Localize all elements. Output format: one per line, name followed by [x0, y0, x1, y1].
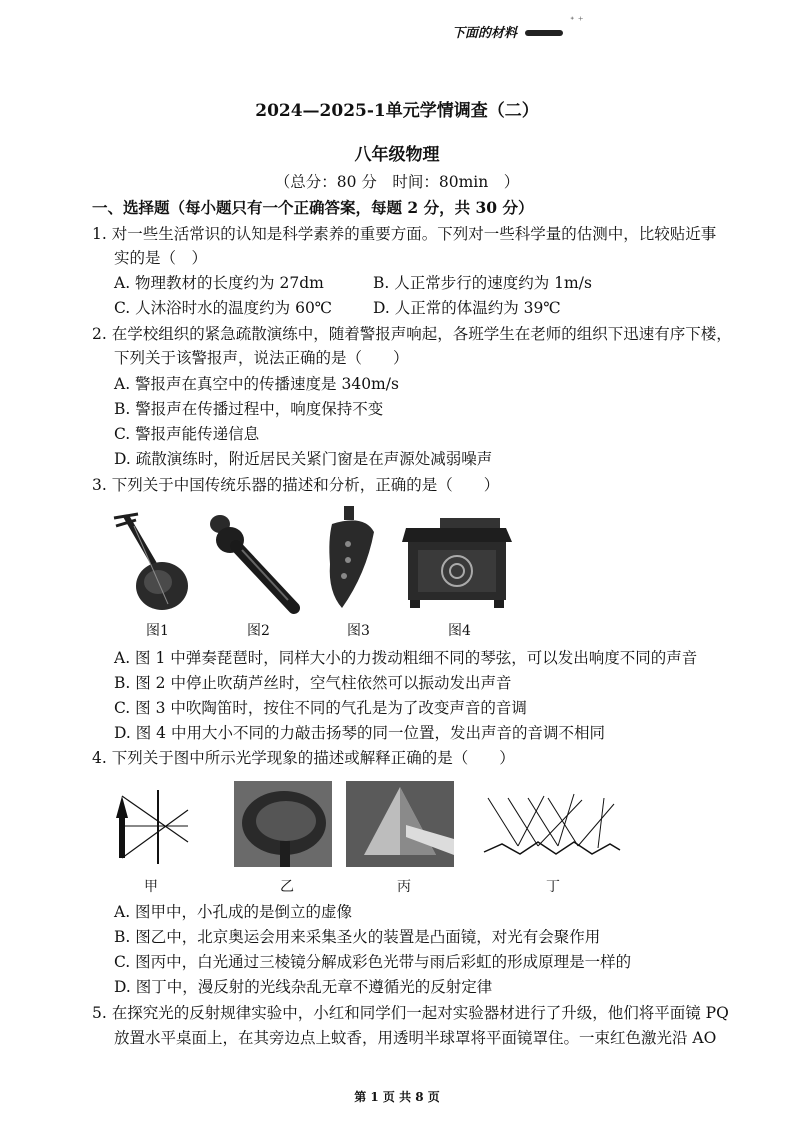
- q4-option-a: A. 图甲中，小孔成的是倒立的虚像: [114, 903, 353, 921]
- diffuse-reflection-figure: [478, 790, 622, 864]
- q4-caption-yi: 乙: [280, 879, 294, 895]
- q3-caption-1: 图1: [146, 623, 169, 639]
- q4-option-b: B. 图乙中，北京奥运会用来采集圣火的装置是凸面镜，对光有会聚作用: [114, 928, 601, 946]
- q2-option-b: B. 警报声在传播过程中，响度保持不变: [114, 400, 384, 418]
- q1-stem-line2: 实的是（ ）: [114, 249, 208, 267]
- q2-stem-line2: 下列关于该警报声，说法正确的是（ ）: [114, 349, 409, 367]
- q5-line2: 放置水平桌面上，在其旁边点上蚊香，用透明半球罩将平面镜罩住。一束红色激光沿 AO: [114, 1029, 717, 1047]
- q3-stem: 3. 下列关于中国传统乐器的描述和分析，正确的是（ ）: [92, 476, 500, 494]
- ocarina-figure: [318, 504, 382, 614]
- prism-figure: [346, 781, 454, 867]
- q3-option-b: B. 图 2 中停止吹葫芦丝时，空气柱依然可以振动发出声音: [114, 674, 512, 692]
- q2-option-a: A. 警报声在真空中的传播速度是 340m/s: [114, 375, 399, 393]
- scan-mark: [525, 30, 563, 36]
- hulusi-figure: [202, 510, 302, 614]
- exam-meta: （总分：80 分 时间：80min ）: [274, 173, 520, 191]
- q1-option-d: D. 人正常的体温约为 39℃: [373, 299, 561, 317]
- exam-subtitle: 八年级物理: [354, 145, 440, 165]
- q4-stem: 4. 下列关于图中所示光学现象的描述或解释正确的是（ ）: [92, 749, 515, 767]
- q5-line1: 5. 在探究光的反射规律实验中，小红和同学们一起对实验器材进行了升级，他们将平面镜 PQ: [92, 1004, 729, 1022]
- concave-mirror-figure: [234, 781, 332, 867]
- q1-option-b: B. 人正常步行的速度约为 1m/s: [373, 274, 592, 292]
- q1-stem-line1: 1. 对一些生活常识的认知是科学素养的重要方面。下列对一些科学量的估测中，比较贴近事: [92, 225, 717, 243]
- page-footer: 第 1 页 共 8 页: [354, 1090, 440, 1104]
- q4-option-d: D. 图丁中，漫反射的光线杂乱无章不遵循光的反射定律: [114, 978, 493, 996]
- exam-title: 2024—2025-1单元学情调查（二）: [255, 101, 539, 121]
- q2-option-c: C. 警报声能传递信息: [114, 425, 260, 443]
- q3-caption-4: 图4: [448, 623, 471, 639]
- q4-caption-ding: 丁: [546, 879, 560, 895]
- yangqin-figure: [400, 510, 514, 610]
- q3-option-a: A. 图 1 中弹奏琵琶时，同样大小的力拨动粗细不同的琴弦，可以发出响度不同的声音: [114, 649, 698, 667]
- section-header: 一、选择题（每小题只有一个正确答案，每题 2 分，共 30 分）: [92, 198, 534, 217]
- q1-option-c: C. 人沐浴时水的温度约为 60℃: [114, 299, 333, 317]
- pipa-figure: [104, 504, 196, 616]
- pinhole-figure: [102, 788, 192, 866]
- q3-option-c: C. 图 3 中吹陶笛时，按住不同的气孔是为了改变声音的音调: [114, 699, 527, 717]
- q4-caption-jia: 甲: [144, 879, 158, 895]
- q3-caption-2: 图2: [247, 623, 270, 639]
- q3-caption-3: 图3: [347, 623, 370, 639]
- q3-option-d: D. 图 4 中用大小不同的力敲击扬琴的同一位置，发出声音的音调不相同: [114, 724, 605, 742]
- q2-option-d: D. 疏散演练时，附近居民关紧门窗是在声源处减弱噪声: [114, 450, 493, 468]
- header-note: 下面的材料: [452, 26, 518, 41]
- scan-mark-2: ᐩ ⁺: [570, 14, 584, 27]
- q4-option-c: C. 图丙中，白光通过三棱镜分解成彩色光带与雨后彩虹的形成原理是一样的: [114, 953, 632, 971]
- q4-caption-bing: 丙: [397, 879, 411, 895]
- q1-option-a: A. 物理教材的长度约为 27dm: [114, 274, 324, 292]
- q2-stem-line1: 2. 在学校组织的紧急疏散演练中，随着警报声响起，各班学生在老师的组织下迅速有序下楼，: [92, 325, 732, 343]
